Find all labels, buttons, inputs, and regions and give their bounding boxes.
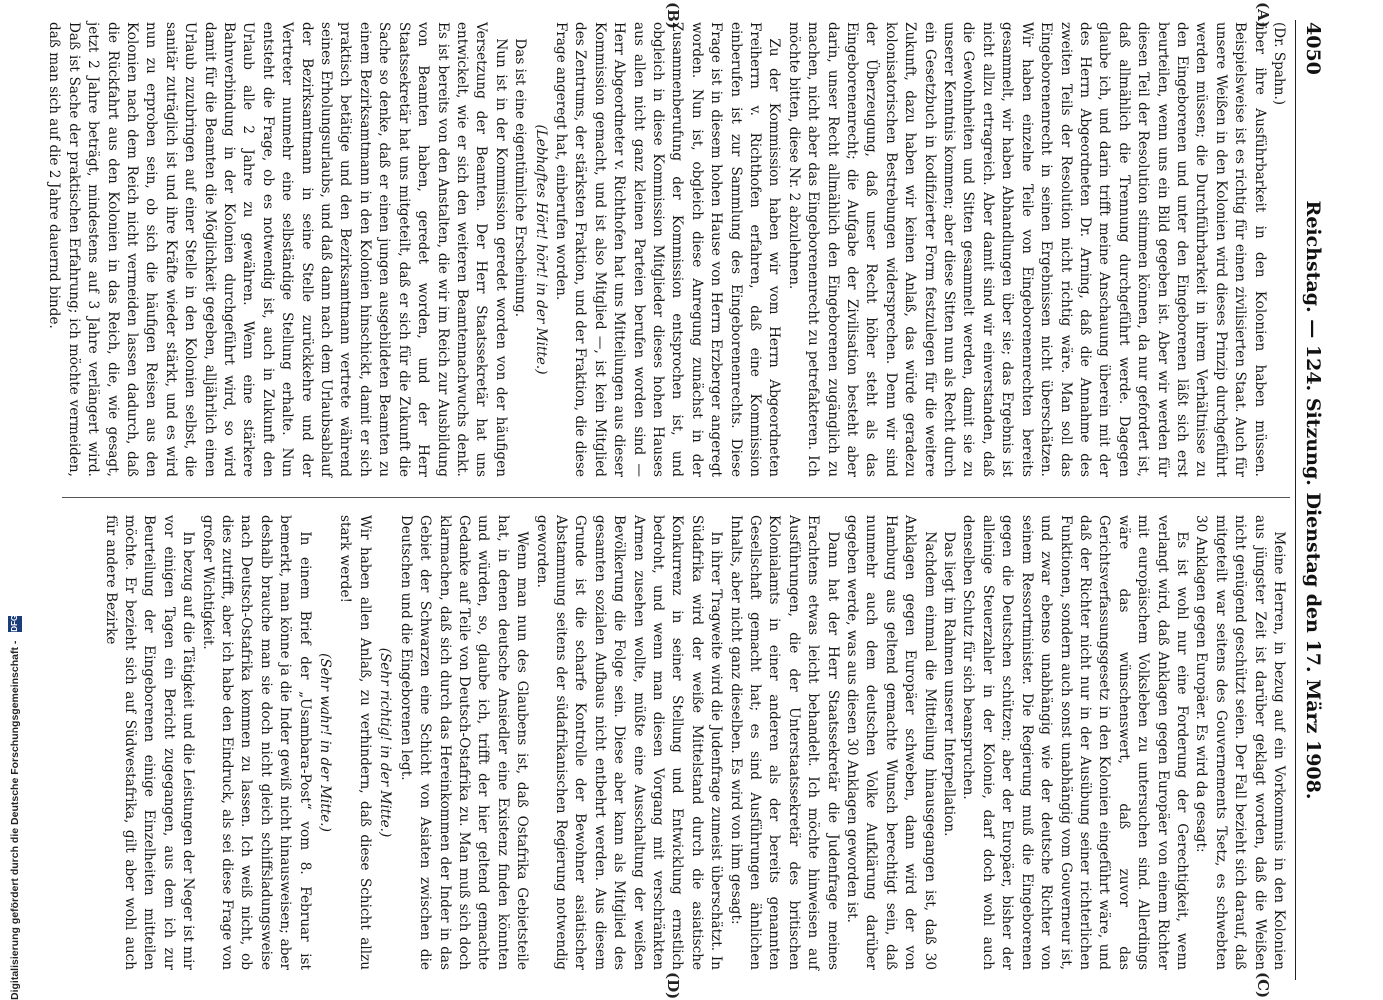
paragraph: Das ist eine eigentümliche Erscheinung.	[512, 38, 529, 318]
digitization-credit	[8, 10, 30, 1000]
margin-mark-c: (C)	[1254, 972, 1272, 999]
paragraph: Wir haben allen Anlaß, zu verhindern, daß diese Schicht allzu stark werde!	[337, 515, 373, 970]
right-column	[63, 515, 1288, 970]
interjection: (Sehr richtig! in der Mitte.)	[377, 647, 394, 838]
credit-text: Digitalisierung gefördert durch die Deutsche Forschungsgemeinschaft -	[8, 640, 21, 1000]
paragraph: Nachdem einmal die Mitteilung hinausgegangen ist, daß 30 Anklagen gegen Europäer schweben, dann wird der von Hamburg aus geltend gemachte Wunsch berechtigt sein, daß nunmehr auch dem deutschen Volke Aufklärung darüber gegeben werde, was aus diesen 30 Anklagen geworden ist.	[844, 515, 938, 970]
rotated-page-content	[46, 0, 1330, 1000]
header-rule	[1295, 20, 1296, 980]
quotation: Es ist wohl nur eine Forderung der Gerechtigkeit, wenn verlangt wird, daß Anklagen gegen Europäer von einem Richter mit europäischem Volksleben zu untersuchen sind. Allerdings wäre das wünschenswert, daß zuvor das Gerichtsverfassungsgesetz in den Kolonien eingeführt wäre, und daß der Richter nicht nur in der Ausübung seiner richterlichen Funktionen, sondern auch sonst unabhängig vom Gouverneur ist, und zwar ebenso unabhängig wie der deutsche Richter von seinem Ressortminister. Die Regierung muß die Eingeborenen gegen die Deutschen schützen; aber der Europäer, bisher der alleinige Steuerzahler in der Kolonie, darf doch wohl auch denselben Schutz für sich beanspruchen.	[960, 515, 1190, 970]
page-header-title: Reichstag. — 124. Sitzung. Dienstag den 17. März 1908.	[1302, 200, 1324, 800]
column-divider	[62, 497, 1290, 498]
speaker-tag: (Dr. Spahn.)	[1271, 22, 1287, 106]
paragraph: Zu der Kommission haben wir vom Herrn Abgeordneten Freiherrn v. Richthofen erfahren, daß eine Kommission einberufen ist zur Sammlung des Eingeborenenrechts. Diese Frage ist in diesem hohen Hause von Herrn Erzberger angeregt worden. Nun ist, obgleich diese Anregung zunächst in der Zusammenberufung der Kommission entsprochen ist, und obgleich in diese Kommission Mitglieder dieses hohen Hauses aus allen nicht ganz kleinen Parteien berufen worden sind — Herr Abgeordneter v. Richthofen hat uns Mitteilungen aus dieser Kommission gemacht, und ist also Mitglied —, ist kein Mitglied des Zentrums, der stärksten Fraktion, und der Fraktion, die diese Frage angeregt hat, einberufen worden.	[552, 22, 783, 477]
interjection: (Lebhaftes Hört! hört! in der Mitte.)	[532, 124, 549, 375]
paragraph: Wenn man nun des Glaubens ist, daß Ostafrika Gebietsteile hat, in denen deutsche Ansiedler eine Existenz finden könnten und würden, so, glaube ich, trifft der hier geltend gemachte Gedanke auf Teile von Deutsch-Ostafrika zu. Man muß sich doch klarmachen, daß sich durch das Hereinkommen der Inder in das Gebiet der Schwarzen eine Schicht von Asiaten zwischen die Deutschen und die Eingeborenen legt.	[397, 515, 531, 970]
page-header	[1298, 22, 1324, 978]
dfg-logo: DFG	[8, 616, 22, 632]
paragraph: In einem Brief der „Usambara-Post“ vom 8. Februar ist bemerkt, man könne ja die Inder gewiß nicht hinausweisen; aber deshalb brauche man sie doch nicht gleich schiffsladungsweise nach Deutsch-Ostafrika kommen zu lassen. Ich weiß nicht, ob dies zutrifft, aber ich habe den Eindruck, als sei diese Frage von großer Wichtigkeit.	[199, 515, 313, 970]
interjection: (Sehr wahr! in der Mitte.)	[317, 653, 334, 832]
paragraph: In bezug auf die Tätigkeit und die Leistungen der Neger ist mir vor einigen Tagen ein Bericht zugegangen, aus dem ich zur Beurteilung der Eingeborenen einige Einzelheiten mitteilen möchte. Er bezieht sich auf Südwestafrika, gilt aber wohl auch für andere Bezirke	[102, 515, 197, 970]
paragraph: Das liegt im Rahmen unserer Interpellation.	[941, 531, 958, 837]
page-number: 4050	[1302, 22, 1324, 75]
margin-mark-b: (B)	[664, 2, 682, 29]
paragraph: Nun ist in der Kommission geredet worden von der häufigen Versetzung der Beamten. Der Herr Staatssekretär hat uns entwickelt, wie er sich den weiteren Beamtennachwuchs denkt. Es ist bereits von den Anstalten, die wir im Reich zur Ausbildung von Beamten haben, geredet worden, und der Herr Staatssekretär hat uns mitgeteilt, daß er sich für die Zukunft die Sache so denke, daß er einen jungen ausgebildeten Beamten zu einem Bezirksamtmann in den Kolonien hinschickt, damit er sich praktisch betätige und den Bezirksamtmann vertrete während seines Erholungsurlaubs, und daß dann nach dem Urlaubsablauf der Bezirksamtmann in seine Stelle zurückkehre und der Vertreter nunmehr eine selbständige Stellung erhalte. Nun entsteht die Frage, ob es notwendig ist, auch in Zukunft den Urlaub alle 2 Jahre zu gewähren. Wenn eine stärkere Bahnverbindung in der Kolonien durchgeführt wird, so wird damit für die Beamten die Möglichkeit gegeben, alljährlich einen Urlaub zuzubringen auf einer Stelle in den Kolonien selbst, die sanitär zuträglich ist und ihre Kräfte wieder stärkt, und es wird nun zu erproben sein, ob sich die häufigen Reisen aus den Kolonien nach dem Reich nicht vermeiden lassen dadurch, daß die Rückfahrt aus den Kolonien in das Reich, die, wie gesagt, jetzt 2 Jahre beträgt, mindestens auf 3 Jahre verlängert wird. Daß ist Sache der praktischen Erfahrung; ich möchte vermeiden, daß man sich auf die 2 Jahre dauernd binde.	[46, 22, 509, 477]
quotation: In ihrer Tragweite wird die Judenfrage zumeist überschätzt. In Südafrika wird der weiße Mittelstand durch die asiatische Konkurrenz in seiner Stellung und Entwicklung ernstlich bedroht, und wenn man diesen Vorgang mit verschränkten Armen zusehen wollte, müßte eine Ausschaltung der weißen Bevölkerung die Folge sein. Diese aber kann als Mitglied des gesamten sozialen Aufbaus nicht entbehrt werden. Aus diesem Grunde ist die scharfe Kontrolle der Bewohner asiatischer Abstammung seitens der südafrikanischen Regierung notwendig geworden.	[533, 515, 725, 970]
paragraph: Meine Herren, in bezug auf ein Vorkommnis in den Kolonien aus jüngster Zeit ist darüber geklagt worden, daß die Weißen nicht genügend geschützt seien. Der Fall bezieht sich darauf, daß mitgeteilt war seitens des Gouvernements Tsetz, es schwebten 30 Anklagen gegen Europäer. Es wird da gesagt:	[1193, 515, 1287, 970]
left-column	[46, 22, 1288, 477]
paragraph: Dann hat der Herr Staatssekretär die Judenfrage meines Erachtens etwas leicht behandelt. Ich möchte hinweisen auf Ausführungen, die der Unterstaatssekretär des britischen Kolonialamts in einer anderen als der bereits genannten Gesellschaft gemacht hat; es sind Ausführungen ähnlichen Inhalts, aber nicht ganz dieselben. Es wird von ihm gesagt:	[727, 515, 841, 970]
margin-mark-d: (D)	[664, 972, 682, 1000]
margin-mark-a: (A)	[1254, 2, 1272, 28]
paragraph: über ihre Ausführbarkeit in den Kolonien haben müssen. Beispielsweise ist es richtig für einen zivilisierten Staat. Auch für unsere Weißen in den Kolonien wird dieses Prinzip durchgeführt werden müssen; die Durchführbarkeit in ihrem Verhältnisse zu den Eingeborenen und unter den Eingeborenen läßt sich erst beurteilen, wenn uns ein Bild gegeben ist. Aber wir werden für diesen Teil der Resolution stimmen können, da nur gefordert ist, daß allmählich die Trennung durchgeführt werde. Dagegen glaube ich, und darin trifft meine Anschauung überein mit der des Herrn Abgeordneten Dr. Arning, daß die Annahme des zweiten Teils der Resolution nicht richtig wäre. Man soll das Eingeborenenrecht in seinen Ergebnissen nicht überschätzen. Wir haben einzelne Teile von Eingeborenenrechten bereits gesammelt, wir haben Abhandlungen über sie; das Ergebnis ist nicht allzu ertragreich. Aber damit sind wir einverstanden, daß die Gewohnheiten und Sitten gesammelt werden, damit sie zu unserer Kenntnis kommen; aber diese Sitten nun als Recht durch ein Gesetzbuch in kodifizierter Form festzulegen für die weitere Zukunft, dazu haben wir keinen Anlaß, das würde geradezu kolonisatorischen Bestrebungen widersprechen. Denn wir sind der Überzeugung, daß unser Recht höher steht als das Eingeborenenrecht; die Aufgabe der Zivilisation besteht aber darin, unser Recht allmählich den Eingeborenen zugänglich zu machen, nicht aber das Eingeborenenrecht zu petrefakteren. Ich möchte bitten, diese Nr. 2 abzulehnen.	[785, 22, 1268, 477]
